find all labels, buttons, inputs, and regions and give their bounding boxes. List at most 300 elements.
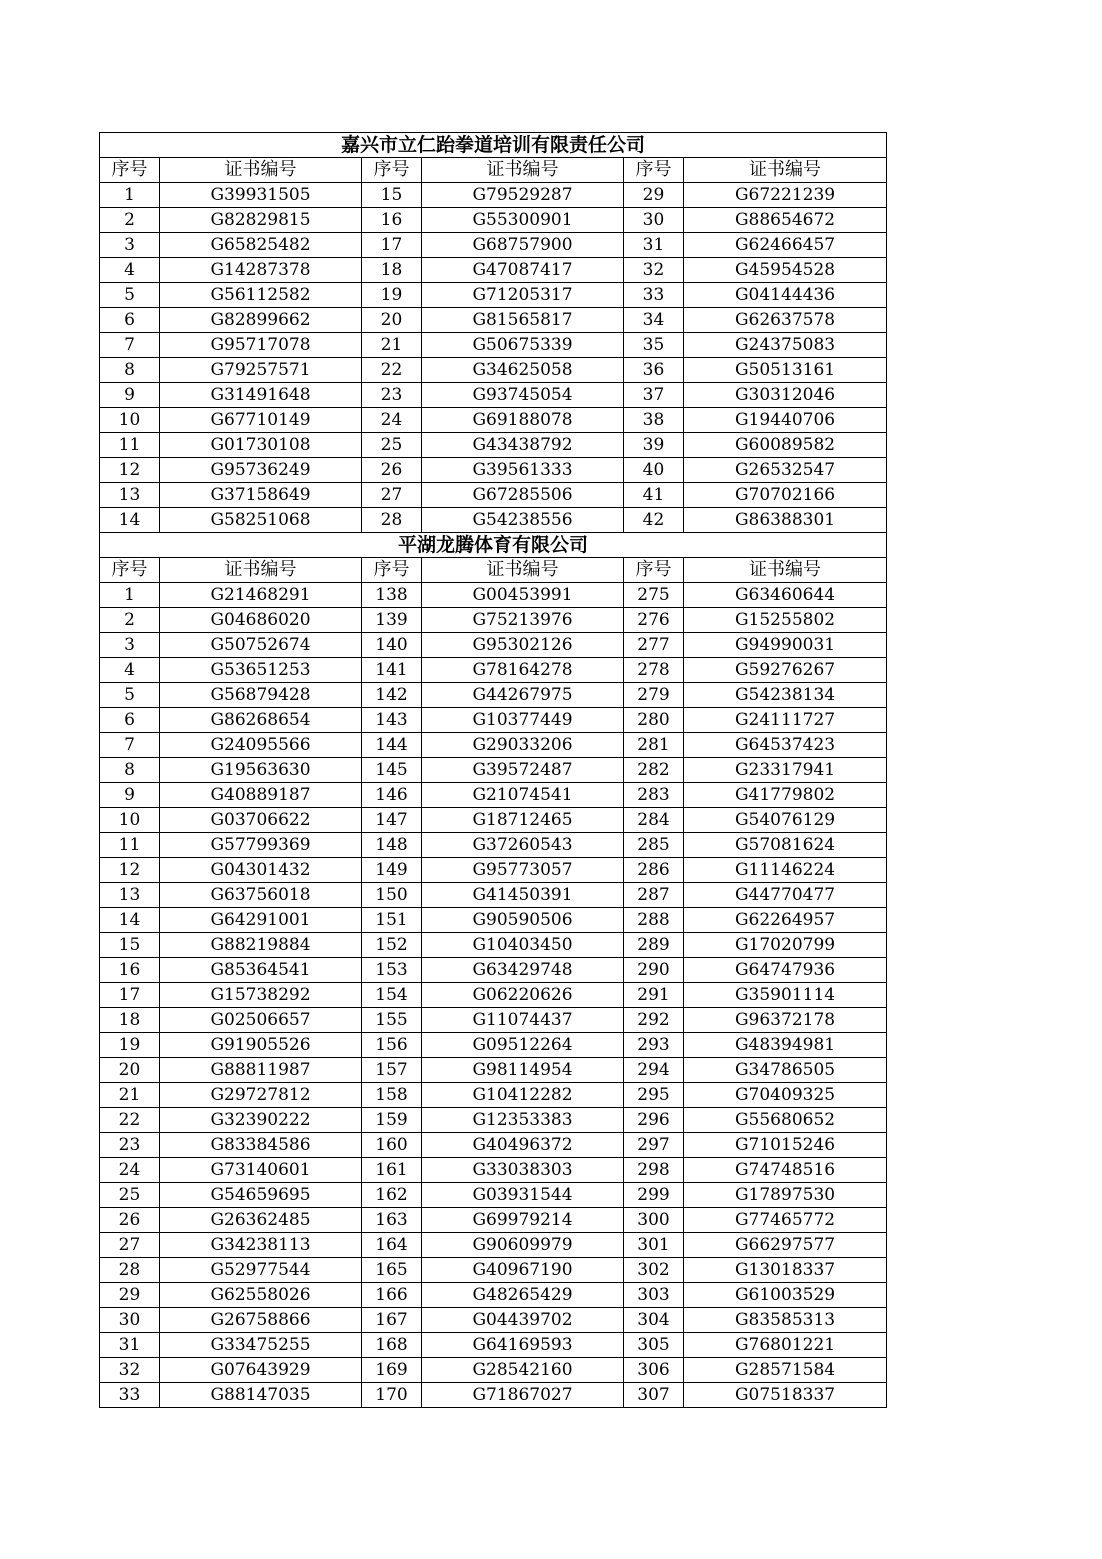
certificate-number-cell: G18712465	[422, 808, 624, 833]
index-cell: 12	[100, 858, 160, 883]
certificate-number-cell: G55300901	[422, 208, 624, 233]
certificate-number-cell: G29727812	[160, 1083, 362, 1108]
index-cell: 153	[362, 958, 422, 983]
index-cell: 41	[624, 483, 684, 508]
certificate-number-cell: G39572487	[422, 758, 624, 783]
index-cell: 29	[100, 1283, 160, 1308]
index-cell: 3	[100, 233, 160, 258]
column-header-certificate: 证书编号	[422, 558, 624, 583]
certificate-number-cell: G01730108	[160, 433, 362, 458]
index-cell: 301	[624, 1233, 684, 1258]
certificate-number-cell: G63429748	[422, 958, 624, 983]
certificate-number-cell: G54659695	[160, 1183, 362, 1208]
index-cell: 150	[362, 883, 422, 908]
index-cell: 288	[624, 908, 684, 933]
index-cell: 18	[362, 258, 422, 283]
table-row	[100, 858, 887, 883]
certificate-number-cell: G33038303	[422, 1158, 624, 1183]
certificate-number-cell: G41450391	[422, 883, 624, 908]
certificate-number-cell: G29033206	[422, 733, 624, 758]
certificate-number-cell: G45954528	[684, 258, 887, 283]
index-cell: 37	[624, 383, 684, 408]
index-cell: 36	[624, 358, 684, 383]
certificate-number-cell: G21468291	[160, 583, 362, 608]
certificate-number-cell: G81565817	[422, 308, 624, 333]
table-row	[100, 808, 887, 833]
index-cell: 298	[624, 1158, 684, 1183]
certificate-number-cell: G63756018	[160, 883, 362, 908]
index-cell: 285	[624, 833, 684, 858]
certificate-number-cell: G91905526	[160, 1033, 362, 1058]
index-cell: 17	[362, 233, 422, 258]
index-cell: 19	[362, 283, 422, 308]
certificate-number-cell: G26532547	[684, 458, 887, 483]
index-cell: 28	[362, 508, 422, 533]
certificate-number-cell: G68757900	[422, 233, 624, 258]
certificate-number-cell: G17897530	[684, 1183, 887, 1208]
index-cell: 164	[362, 1233, 422, 1258]
index-cell: 8	[100, 358, 160, 383]
certificate-number-cell: G04439702	[422, 1308, 624, 1333]
column-header-index: 序号	[624, 158, 684, 183]
table-row	[100, 908, 887, 933]
certificate-number-cell: G48394981	[684, 1033, 887, 1058]
column-header-certificate: 证书编号	[422, 158, 624, 183]
certificate-number-cell: G95302126	[422, 633, 624, 658]
certificate-number-cell: G95736249	[160, 458, 362, 483]
index-cell: 306	[624, 1358, 684, 1383]
certificate-number-cell: G26758866	[160, 1308, 362, 1333]
index-cell: 25	[100, 1183, 160, 1208]
index-cell: 148	[362, 833, 422, 858]
certificate-number-cell: G34238113	[160, 1233, 362, 1258]
certificate-number-cell: G13018337	[684, 1258, 887, 1283]
index-cell: 297	[624, 1133, 684, 1158]
index-cell: 16	[100, 958, 160, 983]
index-cell: 160	[362, 1133, 422, 1158]
header-row	[100, 558, 887, 583]
certificate-number-cell: G26362485	[160, 1208, 362, 1233]
certificate-number-cell: G67221239	[684, 183, 887, 208]
index-cell: 167	[362, 1308, 422, 1333]
index-cell: 4	[100, 658, 160, 683]
index-cell: 289	[624, 933, 684, 958]
certificate-number-cell: G83384586	[160, 1133, 362, 1158]
index-cell: 279	[624, 683, 684, 708]
index-cell: 158	[362, 1083, 422, 1108]
table-row	[100, 1208, 887, 1233]
certificate-number-cell: G64537423	[684, 733, 887, 758]
certificate-number-cell: G82899662	[160, 308, 362, 333]
column-header-index: 序号	[100, 158, 160, 183]
certificate-number-cell: G24111727	[684, 708, 887, 733]
index-cell: 15	[100, 933, 160, 958]
certificate-number-cell: G30312046	[684, 383, 887, 408]
certificate-number-cell: G10412282	[422, 1083, 624, 1108]
certificate-number-cell: G50752674	[160, 633, 362, 658]
certificate-number-cell: G50675339	[422, 333, 624, 358]
certificate-number-cell: G28571584	[684, 1358, 887, 1383]
table-row	[100, 233, 887, 258]
certificate-number-cell: G90590506	[422, 908, 624, 933]
index-cell: 32	[100, 1358, 160, 1383]
index-cell: 33	[624, 283, 684, 308]
index-cell: 16	[362, 208, 422, 233]
index-cell: 2	[100, 608, 160, 633]
index-cell: 29	[624, 183, 684, 208]
certificate-number-cell: G90609979	[422, 1233, 624, 1258]
certificate-number-cell: G94990031	[684, 633, 887, 658]
index-cell: 276	[624, 608, 684, 633]
index-cell: 161	[362, 1158, 422, 1183]
table-row	[100, 1383, 887, 1408]
index-cell: 162	[362, 1183, 422, 1208]
column-header-certificate: 证书编号	[160, 158, 362, 183]
index-cell: 286	[624, 858, 684, 883]
index-cell: 31	[100, 1333, 160, 1358]
certificate-number-cell: G58251068	[160, 508, 362, 533]
index-cell: 143	[362, 708, 422, 733]
index-cell: 139	[362, 608, 422, 633]
index-cell: 154	[362, 983, 422, 1008]
certificate-number-cell: G04144436	[684, 283, 887, 308]
certificate-number-cell: G62264957	[684, 908, 887, 933]
index-cell: 22	[100, 1108, 160, 1133]
index-cell: 21	[362, 333, 422, 358]
index-cell: 144	[362, 733, 422, 758]
certificate-number-cell: G21074541	[422, 783, 624, 808]
certificate-number-cell: G67710149	[160, 408, 362, 433]
table-row	[100, 883, 887, 908]
table-row	[100, 1308, 887, 1333]
certificate-number-cell: G12353383	[422, 1108, 624, 1133]
index-cell: 157	[362, 1058, 422, 1083]
certificate-number-cell: G37158649	[160, 483, 362, 508]
certificate-number-cell: G41779802	[684, 783, 887, 808]
certificate-number-cell: G69188078	[422, 408, 624, 433]
certificate-number-cell: G79257571	[160, 358, 362, 383]
certificate-number-cell: G40889187	[160, 783, 362, 808]
certificate-number-cell: G79529287	[422, 183, 624, 208]
index-cell: 149	[362, 858, 422, 883]
index-cell: 7	[100, 333, 160, 358]
certificate-number-cell: G04301432	[160, 858, 362, 883]
certificate-number-cell: G57081624	[684, 833, 887, 858]
certificate-number-cell: G95717078	[160, 333, 362, 358]
section-title-row	[100, 133, 887, 158]
certificate-number-cell: G73140601	[160, 1158, 362, 1183]
index-cell: 168	[362, 1333, 422, 1358]
certificate-number-cell: G75213976	[422, 608, 624, 633]
certificate-number-cell: G06220626	[422, 983, 624, 1008]
table-row	[100, 433, 887, 458]
index-cell: 14	[100, 908, 160, 933]
index-cell: 277	[624, 633, 684, 658]
index-cell: 19	[100, 1033, 160, 1058]
index-cell: 5	[100, 683, 160, 708]
index-cell: 287	[624, 883, 684, 908]
index-cell: 290	[624, 958, 684, 983]
table-row	[100, 1358, 887, 1383]
certificate-number-cell: G64747936	[684, 958, 887, 983]
table-row	[100, 583, 887, 608]
certificate-number-cell: G54238556	[422, 508, 624, 533]
table-row	[100, 633, 887, 658]
index-cell: 284	[624, 808, 684, 833]
certificate-number-cell: G88219884	[160, 933, 362, 958]
table-row	[100, 283, 887, 308]
index-cell: 278	[624, 658, 684, 683]
index-cell: 138	[362, 583, 422, 608]
certificate-number-cell: G78164278	[422, 658, 624, 683]
certificate-number-cell: G86388301	[684, 508, 887, 533]
certificate-number-cell: G09512264	[422, 1033, 624, 1058]
certificate-number-cell: G69979214	[422, 1208, 624, 1233]
index-cell: 10	[100, 408, 160, 433]
index-cell: 163	[362, 1208, 422, 1233]
column-header-certificate: 证书编号	[160, 558, 362, 583]
certificate-number-cell: G39561333	[422, 458, 624, 483]
table-row	[100, 783, 887, 808]
index-cell: 27	[362, 483, 422, 508]
index-cell: 26	[362, 458, 422, 483]
certificate-number-cell: G15255802	[684, 608, 887, 633]
certificate-number-cell: G23317941	[684, 758, 887, 783]
column-header-certificate: 证书编号	[684, 558, 887, 583]
certificate-number-cell: G55680652	[684, 1108, 887, 1133]
table-row	[100, 208, 887, 233]
certificate-number-cell: G66297577	[684, 1233, 887, 1258]
table-row	[100, 358, 887, 383]
table-row	[100, 658, 887, 683]
index-cell: 155	[362, 1008, 422, 1033]
certificate-number-cell: G85364541	[160, 958, 362, 983]
index-cell: 300	[624, 1208, 684, 1233]
table-row	[100, 483, 887, 508]
certificate-number-cell: G53651253	[160, 658, 362, 683]
table-row	[100, 1133, 887, 1158]
index-cell: 17	[100, 983, 160, 1008]
certificate-table	[99, 132, 887, 1408]
index-cell: 13	[100, 483, 160, 508]
index-cell: 30	[100, 1308, 160, 1333]
table-row	[100, 958, 887, 983]
table-row	[100, 758, 887, 783]
index-cell: 307	[624, 1383, 684, 1408]
certificate-number-cell: G04686020	[160, 608, 362, 633]
index-cell: 159	[362, 1108, 422, 1133]
index-cell: 9	[100, 383, 160, 408]
certificate-number-cell: G32390222	[160, 1108, 362, 1133]
index-cell: 151	[362, 908, 422, 933]
certificate-number-cell: G34786505	[684, 1058, 887, 1083]
section-title: 平湖龙腾体育有限公司	[100, 533, 887, 558]
certificate-number-cell: G33475255	[160, 1333, 362, 1358]
table-row	[100, 983, 887, 1008]
certificate-number-cell: G48265429	[422, 1283, 624, 1308]
index-cell: 5	[100, 283, 160, 308]
index-cell: 40	[624, 458, 684, 483]
table-row	[100, 1283, 887, 1308]
certificate-number-cell: G56879428	[160, 683, 362, 708]
index-cell: 303	[624, 1283, 684, 1308]
certificate-number-cell: G93745054	[422, 383, 624, 408]
certificate-number-cell: G52977544	[160, 1258, 362, 1283]
column-header-index: 序号	[624, 558, 684, 583]
index-cell: 296	[624, 1108, 684, 1133]
index-cell: 9	[100, 783, 160, 808]
index-cell: 26	[100, 1208, 160, 1233]
index-cell: 11	[100, 433, 160, 458]
certificate-number-cell: G86268654	[160, 708, 362, 733]
certificate-number-cell: G00453991	[422, 583, 624, 608]
certificate-number-cell: G65825482	[160, 233, 362, 258]
index-cell: 14	[100, 508, 160, 533]
certificate-number-cell: G24095566	[160, 733, 362, 758]
index-cell: 8	[100, 758, 160, 783]
certificate-number-cell: G19563630	[160, 758, 362, 783]
certificate-number-cell: G28542160	[422, 1358, 624, 1383]
index-cell: 34	[624, 308, 684, 333]
table-row	[100, 833, 887, 858]
certificate-number-cell: G57799369	[160, 833, 362, 858]
certificate-number-cell: G11074437	[422, 1008, 624, 1033]
certificate-number-cell: G24375083	[684, 333, 887, 358]
certificate-number-cell: G54076129	[684, 808, 887, 833]
index-cell: 294	[624, 1058, 684, 1083]
certificate-number-cell: G88147035	[160, 1383, 362, 1408]
index-cell: 283	[624, 783, 684, 808]
index-cell: 2	[100, 208, 160, 233]
certificate-number-cell: G71205317	[422, 283, 624, 308]
certificate-number-cell: G17020799	[684, 933, 887, 958]
table-row	[100, 1158, 887, 1183]
table-row	[100, 1258, 887, 1283]
index-cell: 293	[624, 1033, 684, 1058]
index-cell: 305	[624, 1333, 684, 1358]
table-row	[100, 1183, 887, 1208]
table-row	[100, 308, 887, 333]
index-cell: 39	[624, 433, 684, 458]
certificate-number-cell: G67285506	[422, 483, 624, 508]
certificate-number-cell: G10377449	[422, 708, 624, 733]
certificate-number-cell: G54238134	[684, 683, 887, 708]
header-row	[100, 158, 887, 183]
certificate-number-cell: G77465772	[684, 1208, 887, 1233]
column-header-index: 序号	[362, 158, 422, 183]
index-cell: 3	[100, 633, 160, 658]
index-cell: 282	[624, 758, 684, 783]
certificate-number-cell: G61003529	[684, 1283, 887, 1308]
certificate-number-cell: G07518337	[684, 1383, 887, 1408]
index-cell: 11	[100, 833, 160, 858]
certificate-number-cell: G50513161	[684, 358, 887, 383]
index-cell: 295	[624, 1083, 684, 1108]
index-cell: 10	[100, 808, 160, 833]
table-row	[100, 1058, 887, 1083]
index-cell: 13	[100, 883, 160, 908]
index-cell: 299	[624, 1183, 684, 1208]
index-cell: 166	[362, 1283, 422, 1308]
index-cell: 23	[100, 1133, 160, 1158]
certificate-number-cell: G71015246	[684, 1133, 887, 1158]
certificate-number-cell: G62637578	[684, 308, 887, 333]
section-title-row	[100, 533, 887, 558]
index-cell: 140	[362, 633, 422, 658]
index-cell: 32	[624, 258, 684, 283]
certificate-number-cell: G64291001	[160, 908, 362, 933]
table-row	[100, 1233, 887, 1258]
certificate-number-cell: G83585313	[684, 1308, 887, 1333]
index-cell: 6	[100, 708, 160, 733]
index-cell: 156	[362, 1033, 422, 1058]
certificate-number-cell: G40496372	[422, 1133, 624, 1158]
index-cell: 291	[624, 983, 684, 1008]
index-cell: 280	[624, 708, 684, 733]
index-cell: 7	[100, 733, 160, 758]
certificate-number-cell: G07643929	[160, 1358, 362, 1383]
index-cell: 142	[362, 683, 422, 708]
table-row	[100, 708, 887, 733]
certificate-number-cell: G47087417	[422, 258, 624, 283]
table-row	[100, 183, 887, 208]
index-cell: 15	[362, 183, 422, 208]
table-row	[100, 1108, 887, 1133]
table-row	[100, 508, 887, 533]
certificate-number-cell: G14287378	[160, 258, 362, 283]
certificate-number-cell: G44267975	[422, 683, 624, 708]
index-cell: 275	[624, 583, 684, 608]
certificate-number-cell: G56112582	[160, 283, 362, 308]
certificate-number-cell: G39931505	[160, 183, 362, 208]
index-cell: 1	[100, 183, 160, 208]
table-row	[100, 608, 887, 633]
certificate-number-cell: G88654672	[684, 208, 887, 233]
table-row	[100, 933, 887, 958]
certificate-number-cell: G96372178	[684, 1008, 887, 1033]
index-cell: 281	[624, 733, 684, 758]
index-cell: 4	[100, 258, 160, 283]
index-cell: 6	[100, 308, 160, 333]
index-cell: 24	[100, 1158, 160, 1183]
index-cell: 23	[362, 383, 422, 408]
certificate-number-cell: G62558026	[160, 1283, 362, 1308]
certificate-number-cell: G10403450	[422, 933, 624, 958]
index-cell: 12	[100, 458, 160, 483]
index-cell: 170	[362, 1383, 422, 1408]
index-cell: 304	[624, 1308, 684, 1333]
column-header-index: 序号	[100, 558, 160, 583]
certificate-number-cell: G40967190	[422, 1258, 624, 1283]
index-cell: 20	[362, 308, 422, 333]
index-cell: 20	[100, 1058, 160, 1083]
certificate-number-cell: G82829815	[160, 208, 362, 233]
index-cell: 42	[624, 508, 684, 533]
index-cell: 169	[362, 1358, 422, 1383]
certificate-number-cell: G37260543	[422, 833, 624, 858]
index-cell: 292	[624, 1008, 684, 1033]
certificate-number-cell: G03931544	[422, 1183, 624, 1208]
certificate-number-cell: G35901114	[684, 983, 887, 1008]
certificate-number-cell: G15738292	[160, 983, 362, 1008]
index-cell: 152	[362, 933, 422, 958]
certificate-number-cell: G34625058	[422, 358, 624, 383]
table-row	[100, 683, 887, 708]
certificate-number-cell: G03706622	[160, 808, 362, 833]
index-cell: 38	[624, 408, 684, 433]
certificate-number-cell: G64169593	[422, 1333, 624, 1358]
certificate-number-cell: G11146224	[684, 858, 887, 883]
